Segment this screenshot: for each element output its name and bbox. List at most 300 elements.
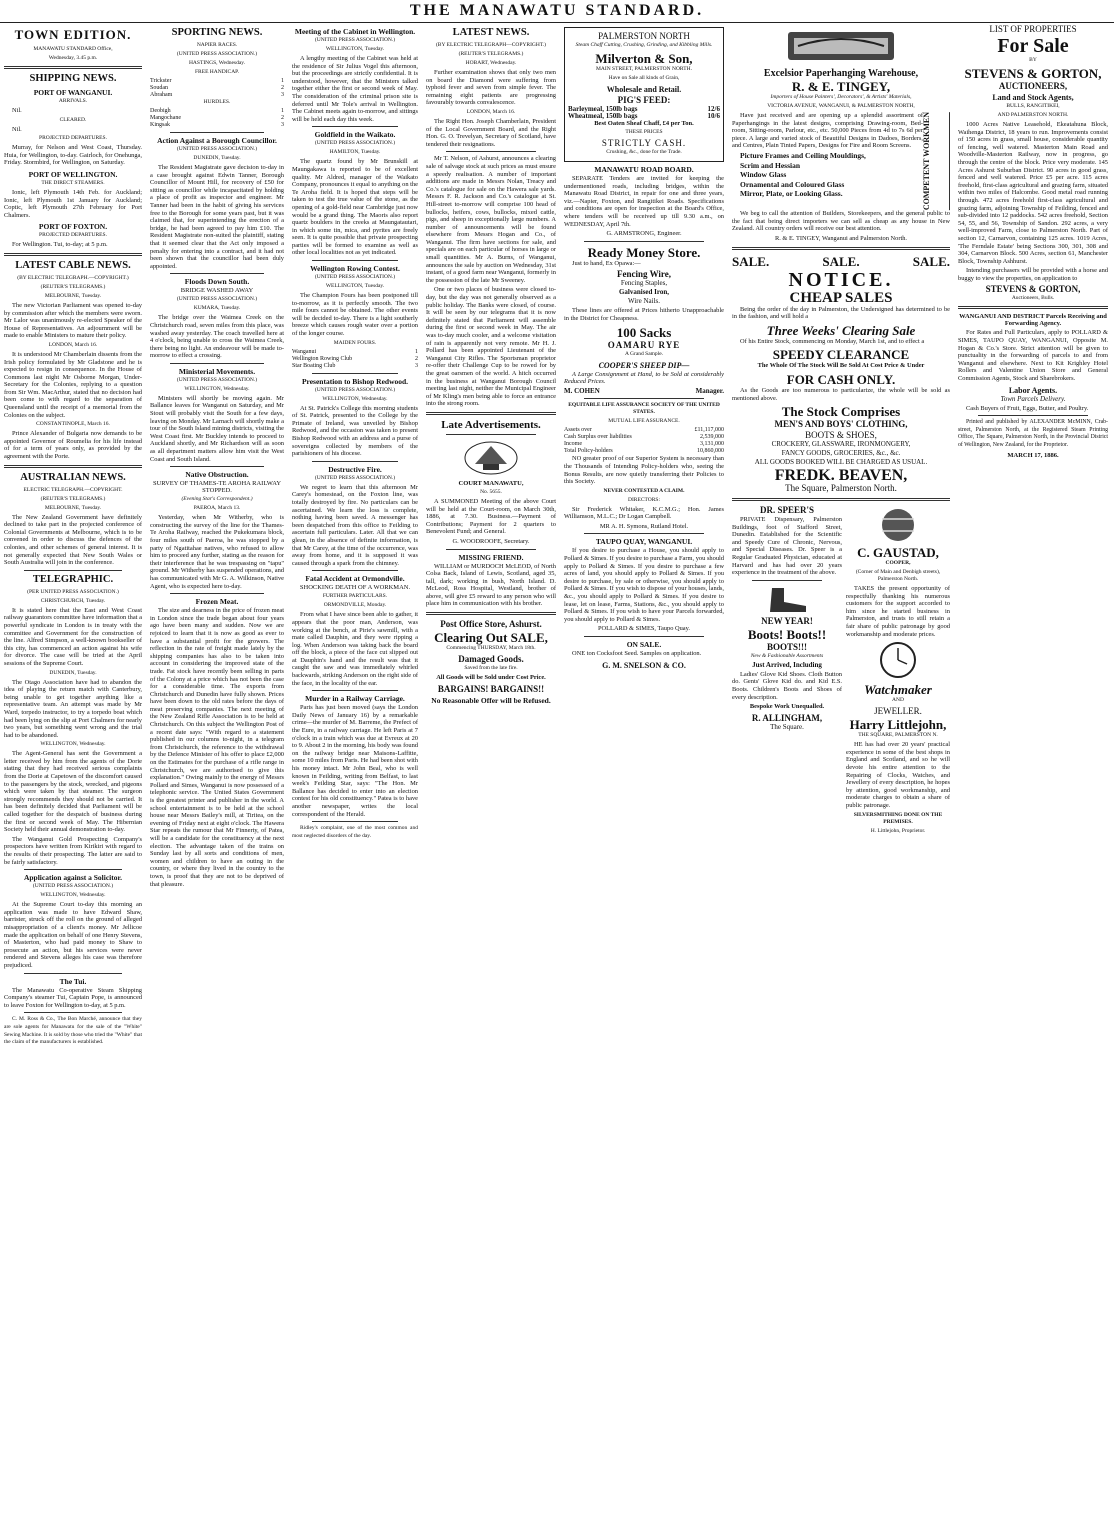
result-row <box>150 92 284 99</box>
paperhanging-banner-icon <box>786 26 896 66</box>
tingey-body <box>732 112 950 210</box>
kumara-dateline: KUMARA, Tuesday. <box>193 305 241 312</box>
port-wanganui-heading: PORT OF WANGANUI. <box>33 88 113 97</box>
tingey-signature: R. & E. TINGEY, Wanganui and Palmerston North. <box>774 234 908 242</box>
offered-text: These lines are offered at Prices hitherto Unapproachable in the District for Cheapness. <box>564 307 724 322</box>
feed-row <box>568 113 720 120</box>
napier-races-label: NAPIER RACES. <box>196 42 238 48</box>
latest-sub: (BY ELECTRIC TELEGRAPH—COPYRIGHT.) <box>435 42 547 48</box>
asset-row <box>564 434 724 441</box>
latest-reuters: (REUTER'S TELEGRAMS.) <box>458 51 524 57</box>
milverton-firm: Milverton & Son, <box>595 51 693 66</box>
gaustad-name: C. GAUSTAD, <box>857 545 939 561</box>
bargains-heading: BARGAINS! BARGAINS!! <box>437 683 545 694</box>
horse-place: 3 <box>281 92 284 98</box>
feed-price: 12/6 <box>707 105 720 113</box>
land-stock-agents: Land and Stock Agents, <box>992 93 1074 102</box>
ministerial-sub: (UNITED PRESS ASSOCIATION.) <box>176 376 258 383</box>
court-secretary: G. WOODROOFE, Secretary. <box>452 537 530 545</box>
palmerston-north-title: PALMERSTON NORTH <box>598 31 690 41</box>
fire-heading: Destructive Fire. <box>328 464 382 474</box>
never-contested: NEVER CONTESTED A CLAIM. <box>603 487 685 494</box>
fencing-staples: Fencing Staples, <box>620 279 668 288</box>
arrivals-nil: Nil. <box>12 107 22 114</box>
australian-news-heading: AUSTRALIAN NEWS. <box>20 471 126 483</box>
wholesale-retail: Wholesale and Retail. <box>606 85 682 94</box>
for-sale-heading: For Sale <box>997 35 1069 57</box>
road-board-text: SEPARATE Tenders are invited for keeping the undermentioned roads, including bridges, within the Manawatu Road District, in repair for one and three years, viz.—Napier, Foxton, and Rangitikei Roads. Specifications and conditions are open for inspection at the Board's Office, where tenders will be received up till 9.30 a.m., on WEDNESDAY, April 7th. <box>564 175 724 228</box>
ministerial-text: Ministers will shortly be moving again. Mr Ballance leaves for Wanganui on Saturday, and Mr Stout will probably visit the South for a few days, leaving on Monday. Mr Larnach will shortly make a tour of the South Island mining districts, visiting the West Coast first. Mr Buckley intends to proceed to Auckland shortly, and Mr Richardson will as soon as all department matters allow him visit the West Coast and South Island. <box>150 394 284 463</box>
allingham-name: R. ALLINGHAM, <box>751 712 823 723</box>
cabinet-heading: Meeting of the Cabinet in Wellington. <box>294 27 416 36</box>
result-row <box>292 363 418 370</box>
auctioneers-label: AUCTIONEERS, <box>998 81 1068 91</box>
wellington-text: The Agent-General has sent the Government a letter received by him from the agents of the Dorie stating that they had received serious complaints from the Dorie at Capetown of the discomfort caused to the passengers by the stock, wrecked, and pigeons which were taken by that steamer. The surgeon strongly recommends they should not be carried. It has been definitely decided that Parliament will be called together for the despatch of business during the first or second week of May. The Hibernian Society held their annual demonstration to-day. <box>4 750 142 834</box>
horse-place: 2 <box>281 85 284 91</box>
court-manawatu-label: COURT MANAWATU, <box>458 479 524 487</box>
murder-text: Paris has just been moved (says the London Daily News of January 16) by a remarkable crime—the murder of M. Barreme, the Prefect of the Eure, in a railway carriage. He left Paris at 7 o'clock in a train which was due at Evreux at 20 to 9. About 2 in the morning, his body was found on the railway bridge near Maisons-Laffitte, some 10 miles from Paris. He had been shot with his money intact. Mr John Beal, who is well known in Feilding, writing from Belfast, to last week's Feilding Star, says: "The Hon. Mr Ballance has decided to enter into an election contest for his old constituency." Patea is to have another newspaper, writes the local correspondent of the Herald. <box>292 704 418 818</box>
rowing-results <box>292 349 418 370</box>
edition-date: Wednesday, 3.45 p.m. <box>48 55 98 61</box>
window-glass: Window Glass <box>740 170 787 180</box>
equitable-heading: EQUITABLE LIFE ASSURANCE SOCIETY OF THE UNITED STATES. <box>568 402 720 416</box>
asset-row <box>564 448 724 455</box>
tingey-text: Have just received and are opening up a splendid assortment of Paperhangings in the latest designs, comprising Drawing-room, Bed-room, Sitting-room, Parlour, etc., etc. 50,000 Pieces from 4d to 7s 6d per piece. A large and varied stock of Beautiful Designs in Dadoes, Borders, and Centres, Plain Tinted Papers, Designs for Fire and Room Screens. <box>732 112 923 150</box>
cash-buyers: Cash Buyers of Fruit, Eggs, Butter, and Poultry. <box>966 404 1089 412</box>
hurdles-results <box>150 108 284 129</box>
stevens-gorton-2: STEVENS & GORTON, <box>985 284 1081 295</box>
beaven-square: The Square, Palmerston North. <box>785 483 897 494</box>
column-6 <box>732 24 950 1523</box>
asset-row <box>564 441 724 448</box>
fatal-accident-text: From what I have since been able to gather, it appears that the poor man, Anderson, was working at the bench, at Pirie's sawmill, with a mate called Dauphin, and they were ripping a log. When Anderson was taking back the board off the block, a piece of the face cut slipped out at Dauphin's hand and the result was that it caught the saw and was immediately whirled backwards, striking Anderson on the right side of the face, in the locality of the ear. <box>292 611 418 687</box>
missing-friend-text: WILLIAM or MURDOCH McLEOD, of North Colsa Back, Island of Lewis, Scotland, aged 35, tall, dark; working in bush, North Island. D. McLeod, Ross Hospital, Westland, brother of above, will give £5 reward to any person who will place him in communication with his brother. <box>426 562 556 608</box>
allingham-text: Ladies' Glove Kid Shoes. Cloth Button do. Gents' Glove Kid do. and Kid E.S. Boots. Children's Boots and Shoes of every description. <box>732 670 842 701</box>
result-row <box>150 115 284 122</box>
telegraphic-heading: TELEGRAPHIC. <box>32 573 114 585</box>
horse-name: Kingsak <box>150 122 170 128</box>
grand-sample: A Grand Sample. <box>624 350 664 357</box>
missing-friend-heading: MISSING FRIEND. <box>458 552 524 562</box>
floods-text: The bridge over the Waimea Creek on the Christchurch road, seven miles from this place, was washed away yesterday. The coach travelled here at 4 o'clock, being unable to cross the Waimea Creek, there being no light. An endeavour will be made to-morrow to effect a crossing. <box>150 314 284 360</box>
and-word: AND <box>892 697 904 704</box>
coopers-sheep-dip: COOPER'S SHEEP DIP— <box>598 360 690 370</box>
borough-sub: (UNITED PRESS ASSOCIATION.) <box>176 146 258 152</box>
goldfield-text: The quartz found by Mr Brunskill at Maungakawa is reported to be of excellent quality. Mr Aldred, manager of the Waikato Company, pronounces it equal to anything on the Te Aroha field. It is hoped that steps will be taken to test the true value of the stone, as the opening of a gold-field near Cambridge just now would be a grand thing. The Maoris also report quartz boulders in the creeks at Maungatautari, in which some tin, mica, and pyrites are freely seen. It is quite possible that private prospecting parties will be formed to examine as well as other local localities not as yet indicated. <box>292 158 418 257</box>
australian-text: The New Zealand Government have definitely declined to take part in the projected conference of Colonial Governments at Melbourne, which is to be convened in order to discuss the defences of the colonies, and other schemes of general interest. It is not generally expected that New South Wales or South Australia will join in the conference. <box>4 513 142 567</box>
murder-heading: Murder in a Railway Carriage. <box>305 694 405 704</box>
native-text: Yesterday, when Mr Witherby, who is constructing the survey of the line for the Thames-Te Aroha Railway, reached the Pukekumara block, four miles south of Paeroa, he was stopped by a party of Ngatitahae natives, who refused to allow him to proceed any further, stating as the reason for their interference that he was trespassing on "tapu" ground. Mr Witherby has suspended operations, and has communicated with Mr G. A. Wilkinson, Native Agent, who is expected here to-day. <box>150 514 284 590</box>
these-prices: THESE PRICES <box>625 129 663 135</box>
direct-steamers-label: THE DIRECT STEAMERS. <box>41 179 105 186</box>
reuters-label: (REUTER'S TELEGRAMS.) <box>40 283 106 290</box>
horse-name: Deobigh <box>150 108 171 114</box>
london-dateline: LONDON, March 16. <box>48 341 98 348</box>
cabinet-sub: (UNITED PRESS ASSOCIATION.) <box>314 37 396 43</box>
goldfield-dateline: HAMILTON, Tuesday. <box>329 149 381 156</box>
port-foxton-heading: PORT OF FOXTON. <box>38 222 108 232</box>
horse-name: Mangochane <box>150 115 181 121</box>
clock-icon <box>875 640 921 680</box>
road-board-engineer: G. ARMSTRONG, Engineer. <box>606 230 682 238</box>
telegraphic-sub: (PER UNITED PRESS ASSOCIATION.) <box>27 588 119 595</box>
road-board-heading: MANAWATU ROAD BOARD. <box>594 165 694 174</box>
column-4 <box>426 24 556 1523</box>
horse-place: 1 <box>281 108 284 114</box>
tui-text: The Manawatu Co-operative Steam Shipping Company's steamer Tui, Captain Pope, is announced to leave Foxton for Wellington to-day, at 5 p.m. <box>4 986 142 1009</box>
damaged-goods-heading: Damaged Goods. <box>458 654 524 665</box>
projected-label: PROJECTED DEPARTURES. <box>39 135 107 142</box>
jeweller-heading: JEWELLER. <box>874 706 922 717</box>
asset-name: Income <box>564 441 582 448</box>
and-palmerston: AND PALMERSTON NORTH. <box>997 112 1069 118</box>
crockery-line: CROCKERY, GLASSWARE, IRONMONGERY, <box>771 440 911 449</box>
sporting-news-heading: SPORTING NEWS. <box>171 27 263 38</box>
local-news-text: Mr T. Nelson, of Ashurst, announces a clearing sale of salvage stock at such prices as must ensure a speedy realisation. A number of important additions are made in Messrs Nolan, Treacy and Co.'s catalogue for sale on the Hawera sale yards. Messrs F. R. Jackson and Co.'s catalogue at St. Hill-street to-morrow will comprise 100 head of bullocks, heifers, cows, bullocks, mixed cattle, pigs, and sheep in exceptionally large numbers. A number of announcements will be found elsewhere from Messrs Hogan and Co., of Wanganui. The firm have sections for sale, and specials are on each particular of horses in large or small quantities. Mr A. Burns, of Wanganui, announces the sale by auction on Wednesday, 31st instant, of a good farm near Wanganui, formerly in the possession of the late Mr Sweeney. <box>426 155 556 284</box>
australian-dateline: MELBOURNE, Tuesday. <box>44 504 102 511</box>
allingham-square: The Square. <box>770 722 804 731</box>
grain-line: Have on Sale all kinds of Grain, <box>608 75 680 81</box>
horse-name: Abraham <box>150 92 173 98</box>
strictly-cash: STRICTLY CASH. <box>601 138 687 148</box>
notice-heading: NOTICE. <box>788 268 894 291</box>
by-word: BY <box>1029 57 1037 63</box>
asset-value: 2,539,000 <box>700 434 724 441</box>
feed-price: 10/6 <box>707 112 720 120</box>
solicitor-dateline: WELLINGTON, Wednesday. <box>40 892 106 899</box>
town-parcels-delivery: Town Parcels Delivery. <box>1000 394 1066 403</box>
pigs-feed-table <box>568 106 720 120</box>
borough-heading: Action Against a Borough Councillor. <box>157 136 277 145</box>
sale-word-1: SALE. <box>732 253 770 269</box>
australian-sub: ELECTRIC TELEGRAPH.—COPYRIGHT. <box>23 486 123 493</box>
mirror-glass: Mirror, Plate, or Looking Glass. <box>740 189 843 199</box>
latest-news-heading: LATEST NEWS. <box>452 27 530 38</box>
cabinet-text: A lengthy meeting of the Cabinet was held at the residence of Sir Julius Vogel this afternoon, but the proceedings are strictly confidential. It is understood, however, that the Ministers talked together either the first or second week of May. The consideration of the criminal prison site is deferred until Mr Tole's arrival in Wellington. The Cabinet meets again to-morrow, and sittings will be held each day this week. <box>292 55 418 123</box>
tingey-importers: Importers of House Painters', Decorators', & Artists' Materials, <box>770 94 912 100</box>
floods-heading: Floods Down South. <box>184 277 250 287</box>
tingey-footer-text: We beg to call the attention of Builders, Storekeepers, and the general public to the fact that being direct importers we can sell as cheap as any house in New Zealand. All country orders will receive our best attention. <box>732 210 950 233</box>
tingey-body-left <box>732 112 923 210</box>
all-goods-cost: All Goods will be Sold under Cost Price. <box>436 674 546 682</box>
ready-money-store: Ready Money Store. <box>587 244 701 260</box>
town-edition-heading: TOWN EDITION. <box>14 27 132 42</box>
no-offer-refused: No Reasonable Offer will be Refused. <box>431 695 551 705</box>
crew-name: Wanganui <box>292 348 317 355</box>
christchurch-dateline: CHRISTCHURCH, Tuesday. <box>40 597 106 604</box>
horse-name: Soudan <box>150 85 168 91</box>
three-weeks-heading: Three Weeks' Clearing Sale <box>766 322 916 338</box>
latest-text: Further examination shows that only two men on board the Diamond were suffering from typhoid fever and seven from simple fever. The remaining eight patients are progressing favourably towards convalescence. <box>426 69 556 107</box>
solicitor-text: At the Supreme Court to-day this morning an application was made to have Edward Shaw, barrister, struck off the roll on the ground of alleged misappropriation of a client's money. Mr Jellicoe made the application on behalf of one Henry Stevens, of Masterton, who had paid money to Shaw to prosecute an action, but his services were never rendered and Stevens alleges his case was therefore prejudiced. <box>4 901 142 969</box>
watchmaker-heading: Watchmaker <box>864 682 932 698</box>
boot-icon <box>762 584 812 614</box>
just-to-hand: Just to hand, Ex Opawa:— <box>572 259 641 267</box>
melbourne-dateline: MELBOURNE, Tuesday. <box>44 292 102 299</box>
free-handicap-label: FREE HANDICAP. <box>194 69 239 75</box>
fancy-goods-line: FANCY GOODS, GROCERIES, &c., &c. <box>781 449 901 458</box>
parcels-text: For Rates and Full Particulars, apply to POLLARD & SIMES, TAUPO QUAY, WANGANUI, Opposite M. Hogan & Co.'s Store. Strict attention will be given to punctuality in the forwarding of parcels to and from Wanganui and elsewhere. Next to Kit Krighley Hotel Rollers and Valentine Union Store and General Commission Agents, Stock and Sharebrokers. <box>958 329 1108 383</box>
commencing-date: Commencing THURSDAY, March 18th. <box>446 645 536 652</box>
bridge-washed-label: BRIDGE WASHED AWAY <box>180 287 254 295</box>
beaven-intro: Being the order of the day in Palmerston, the Undersigned has determined to be in the fashion, and will hold a <box>732 305 950 321</box>
scrim-hessian: Scrim and Hessian <box>740 160 801 170</box>
assets-table <box>564 427 724 455</box>
stevens-gorton: STEVENS & GORTON, <box>964 66 1102 81</box>
dr-speer-text: PRIVATE Dispensary, Palmerston Buildings, foot of Stafford Street, Dunedin. Established for the Scientific and Speedy Cure of Chronic, Nervous, and Special Diseases. Dr. Speer is a Regular Graduated Physician, educated at Harvard and has had over 20 years experience in the treatment of the above. <box>732 516 842 577</box>
lower-ads-right <box>846 505 950 837</box>
further-particulars-label: FURTHER PARTICULARS. <box>322 593 388 600</box>
ministerial-heading: Ministerial Movements. <box>178 366 256 376</box>
asset-name: Assets over <box>564 427 592 434</box>
presentation-dateline: WELLINGTON, Wednesday. <box>322 395 388 402</box>
oaten-chaff: Best Oaten Sheaf Chaff, £4 per Ton. <box>594 120 694 127</box>
late-advertisements-heading: Late Advertisements. <box>441 418 541 431</box>
mens-clothing: MEN'S AND BOYS' CLOTHING, <box>774 419 908 430</box>
fashionable-line: New & Fashionable Assortments <box>750 652 824 659</box>
mills-subtitle: Steam Chaff Cutting, Crushing, Grinding, and Kibbling Mills. <box>575 42 713 48</box>
cohen-manager: Manager. <box>695 386 724 395</box>
on-sale-heading: ON SALE. <box>626 640 662 649</box>
sale-word-3: SALE. <box>912 253 950 269</box>
post-office-store-heading: Post Office Store, Ashurst. <box>440 619 542 630</box>
result-row <box>150 108 284 115</box>
clearing-out-sale-heading: Clearing Out SALE, <box>434 630 548 646</box>
sporting-upa: (UNITED PRESS ASSOCIATION.) <box>176 51 258 57</box>
court-emblem-icon <box>461 438 521 478</box>
office-line: MANAWATU STANDARD Office, <box>33 46 113 52</box>
sale-banner <box>732 254 950 269</box>
boots-shoes: BOOTS & SHOES, <box>805 430 877 441</box>
whole-stock-line: The Whole Of The Stock Will Be Sold At Cost Price & Under <box>757 362 925 370</box>
frozen-meat-heading: Frozen Meat. <box>195 597 239 607</box>
numerous-text: As the Goods are too numerous to particularize, the whole will be sold as mentioned above. <box>732 386 950 402</box>
harry-littlejohn: Harry Littlejohn, <box>849 717 947 733</box>
constantinople-dateline: CONSTANTINOPLE, March 16. <box>36 421 110 428</box>
column-5 <box>564 24 724 1523</box>
asset-value: 10,860,000 <box>697 448 724 455</box>
barrel-icon <box>873 507 923 543</box>
for-cash-only: FOR CASH ONLY. <box>786 371 896 387</box>
latest-london-dateline: LONDON, March 16. <box>466 108 516 115</box>
excelsior-heading: Excelsior Paperhanging Warehouse, <box>763 68 919 79</box>
rowing-heading: Wellington Rowing Contest. <box>310 264 400 274</box>
fire-text: We regret to learn that this afternoon Mr Carey's homestead, on the Foxton line, was totally destroyed by fire. No particulars can be ascertained. We learn the loss is complete, nothing having been saved. A messenger has been despatched from this office to Feilding to ascertain full particulars. Later. All that we can glean, in the absence of definite information, is that Mr Carey, at the time of the occurrence, was away from home, and it is supposed it was caused through a spark from the chimney. <box>292 483 418 567</box>
on-sale-text: ONE ton Cocksfoot Seed. Samples on application. <box>572 650 702 657</box>
cable-sub: (BY ELECTRIC TELEGRAPH.—COPYRIGHT.) <box>17 274 129 281</box>
cabinet-dateline: WELLINGTON, Tuesday. <box>325 46 385 52</box>
cleared-label: CLEARED. <box>59 116 87 123</box>
fatal-accident-heading: Fatal Accident at Ormondville. <box>305 574 405 584</box>
cleared-nil: Nil. <box>12 125 22 133</box>
fire-sub: (UNITED PRESS ASSOCIATION.) <box>314 474 396 481</box>
asset-name: Cash Surplus over liabilities <box>564 434 632 441</box>
competent-workmen-side: COMPETENT WORKMEN <box>923 112 950 210</box>
hastings-dateline: HASTINGS, Wednesday. <box>188 60 246 66</box>
presentation-heading: Presentation to Bishop Redwood. <box>301 376 409 386</box>
cheap-sales-heading: CHEAP SALES <box>789 289 893 306</box>
cable-text: The new Victorian Parliament was opened to-day by commission after which the members were sworn. Mr Lalor was unanimously re-elected Speaker of the House of Representatives. An adjournment will be made to enable Ministers to mature their policy. <box>4 301 142 340</box>
asset-row <box>564 427 724 434</box>
latest-london-text: The Right Hon. Joseph Chamberlain, President of the Local Government Board, and the Right Hon. G. O. Trevelyan, Secretary of Scotland, have tendered their resignations. <box>426 117 556 148</box>
tingey-address: VICTORIA AVENUE, WANGANUI, & PALMERSTON NORTH, <box>767 103 915 109</box>
picture-frames: Picture Frames and Ceiling Mouldings, <box>740 150 866 160</box>
horse-place: 2 <box>281 115 284 121</box>
taupo-quay-text: If you desire to purchase a House, you should apply to Pollard & Simes. If you desire to purchase a Farm, you should apply to Pollard & Simes. If you desire to purchase a few acres of land, you should apply to Pollard & Simes. If you desire to purchase, by sale or otherwise, you should apply to Pollard & Simes. If you wish to dispose of your houses, lands, &c., you should apply to Pollard & Simes. If you desire to lease, let on lease, Farms, Stations, &c., you should apply to Pollard & Simes. If you wish to have your Parcels forwarded, you should apply to Pollard & Simes. <box>564 547 724 623</box>
pigs-feed-heading: PIG'S FEED: <box>617 95 671 105</box>
rowing-text: The Champion Fours has been postponed till to-morrow, as it is perfectly smooth. The two mile fours cannot be obtained. The other events will be decided to-day. There is a light southerly breeze which causes rough water over a portion of the longer course. <box>292 292 418 338</box>
dunedin-text: The Otago Association have had to abandon the idea of playing the return match with Canterbury, being unable to get together anything like a representative team. An attempt was made by Mr Ward, torpedo instructor, to try a torpedo boat which had been lying on the slip at Port Chalmers for nearly two years, but something went wrong and the trial had to be abandoned. <box>4 678 142 739</box>
shocking-death-label: SHOCKING DEATH OF A WORKMAN. <box>299 584 411 592</box>
list-of-properties: LIST OF PROPERTIES <box>989 24 1077 34</box>
bulls-rangitikei: BULLS, RANGITIKEI, <box>1006 103 1060 109</box>
horse-name: Trickster <box>150 78 172 84</box>
borough-text: The Resident Magistrate gave decision to-day in a case brought against Edwin Tanner, Borough Councillor of Mount Hill, for recovery of £50 for sitting as councillor while incapacitated by holding a place of profit as inspector and engineer. Mr Tanner had been in the habit of giving his services free to the Borough for some years past, but it was claimed that, for superintending the erection of a bridge, he had been agreed to pay him £10. The Resident Magistrate non-suited the plaintiff, stating that it seemed clear that the Act only imposed a penalty for entering into a contract, and it had not been shown that the councillor had been duly appointed. <box>150 164 284 270</box>
maiden-fours-label: MAIDEN FOURS. <box>333 339 377 346</box>
sale-word-2: SALE. <box>822 253 860 269</box>
crew-place: 3 <box>415 362 418 369</box>
crew-name: Wellington Rowing Club <box>292 355 353 362</box>
result-row <box>292 349 418 356</box>
later-news-text: One or two places of business were closed to-day, but the day was not generally observed as a public holiday. The Banks were closed, of course. It will be seen by our telegrams that it is now definitely stated that Parliament will assemble during the first or second week in May. The air was to-day much cooler, and a welcome visitation of rain is apparently not very remote. Mr H. J. Pollard has been appointed Lieutenant of the Wanganui City Rifles. The Sportsman proprietor re-offer their Challenge Cup to be rowed for by the great oarsmen of the world. A hitch occurred in the business at Wanganui Borough Council meeting last night, neither the Municipal Engineer of Mr Kling's men being able to force an entrance into the strong room. <box>426 286 556 408</box>
bespoke-line: Bespoke Work Unequalled. <box>749 703 825 711</box>
departures-text: Murray, for Nelson and West Coast, Thursday. Huia, for Wellington, to-day. Gairloch, for Onehunga, Friday. Stormbird, for Wellington, on Saturday. <box>4 144 142 167</box>
asset-name: Total Policy-holders <box>564 448 613 455</box>
saved-from-fire: Saved from the late fire. <box>464 665 518 672</box>
directors-label: DIRECTORS: <box>628 496 660 503</box>
crew-name: Star Boating Club <box>292 362 336 369</box>
parcels-agency-heading: WANGANUI AND DISTRICT Parcels Receiving and Forwarding Agency. <box>959 313 1107 328</box>
crushing-line: Crushing, &c., done for the Trade. <box>606 149 682 155</box>
littlejohn-proprietor: H. Littlejohn, Proprietor. <box>870 827 926 834</box>
gaustad-address: (Corner of Main and Denbigh streets), Palmerston North. <box>855 569 941 583</box>
horse-place: 1 <box>281 78 284 84</box>
goldfield-sub: (UNITED PRESS ASSOCIATION.) <box>314 140 396 147</box>
snelson-firm: G. M. SNELSON & CO. <box>602 660 686 670</box>
tingey-firm: R. & E. TINGEY, <box>791 79 891 94</box>
frozen-meat-text: The size and dearness in the price of frozen meat in London since the trade began about four years ago have been many and sudden. Now we are rejoiced to learn that it is now as good as ever to have a substantial profit for the growers. The reflection in the rate of freight made lately by the shipping companies has also to be taken into account in considering the improved state of the trade. Fat stock have recently been selling in parts of the Colony at a price which has not been the case for a considerable time. The exports from Christchurch and Dunedin have fully shown. Prices have been down to the old rates before the days of meat preserving companies. The next meeting of the New Zealand Rifle Association is to be held at Christchurch. On this subject the Wellington Post of a recent date says: "With regard to a statement published in our columns to-night, in a telegram from Christchurch, the reference to the withdrawal by the Defence Minister of his offer to place £2,000 on the Estimates for the purchase of a rifle range in Christchurch, we are authorised to give this explanation." Owing mainly to the energy of Messrs Pollard and Simes, Wanganui is now possessed of a telephonic service. The United States Government is the greatest printer and publisher in the world. A school entertainment is to be held at the school house near Messrs Bailey's mill, at Tiritea, on the evening of Friday next at eight o'clock. The Hawera Star repeats the rumour that Mr Finnerty, of Patea, will be a candidate for the constituency at the next election. The advantage taken of the trains on Sunday last by all sorts and conditions of men, women and children to have an outing in the country, or where they lived in the country to the town, is proof that they are not to be deprived of that pleasure. <box>150 607 284 888</box>
presentation-sub: (UNITED PRESS ASSOCIATION.) <box>314 386 396 393</box>
shipping-news-heading: SHIPPING NEWS. <box>29 73 117 84</box>
boots-boots-heading: Boots! Boots!! <box>747 626 827 642</box>
just-arrived-line: Just Arrived, Including <box>752 660 822 669</box>
ministerial-dateline: WELLINGTON, Wednesday. <box>184 385 250 392</box>
newspaper-masthead: THE MANAWATU STANDARD. <box>0 0 1114 23</box>
cohen-signature <box>564 388 724 396</box>
native-heading: Native Obstruction. <box>185 470 249 480</box>
littlejohn-address: THE SQUARE, PALMERSTON N. <box>858 732 938 739</box>
foxton-departures-label: PROJECTED DEPARTURES. <box>39 232 107 239</box>
milverton-street: MAIN STREET, PALMERSTON NORTH. <box>596 66 692 72</box>
crew-place: 2 <box>415 355 418 362</box>
feed-name: Barleymeal, 150lb bags <box>568 105 638 113</box>
horse-place: 3 <box>281 122 284 128</box>
native-sub: (Evening Star's Correspondent.) <box>181 496 253 503</box>
stock-comprises: The Stock Comprises <box>781 404 901 420</box>
ormondville-dateline: ORMONDVILLE, Monday. <box>323 602 387 609</box>
speedy-clearance-heading: SPEEDY CLEARANCE <box>772 347 910 363</box>
coopers-text: A Large Consignment at Hand, to be Sold at considerably Reduced Prices. <box>564 370 724 386</box>
footer-note: C. M. Ross & Co., The Bon Marché, announce that they are sole agents for Manawatu for the sale of the "White" Sewing Machine. It is sold by those who tried the "White" that the claim of the manufacturers is established. <box>4 1016 142 1046</box>
hobart-dateline: HOBART, Wednesday. <box>465 60 517 66</box>
solicitor-heading: Application against a Solicitor. <box>23 873 123 883</box>
column-3-footer: Ridley's complaint, one of the most common and most neglected disorders of the day. <box>292 825 418 839</box>
milverton-ad <box>564 27 724 162</box>
lower-ads <box>732 505 950 837</box>
hurdles-label: HURDLES. <box>203 99 231 105</box>
pollard-simes-sign: POLLARD & SIMES, Taupo Quay. <box>597 625 691 633</box>
imprint-date: MARCH 17, 1886. <box>1007 451 1059 459</box>
rowing-dateline: WELLINGTON, Tuesday. <box>325 283 385 290</box>
borough-dateline: DUNEDIN, Tuesday. <box>193 155 241 161</box>
auctioneers-bulls: Auctioneers, Bulls. <box>1011 295 1055 302</box>
littlejohn-text: HE has had over 20 years' practical experience in some of the best shops in England and Scotland, and so he will devote his entire attention to the Repairing of Clocks, Watches, and Jewellery of every description, he hopes by attention, good workmanship, and moderate charges to obtain a share of public patronage. <box>846 741 950 809</box>
feed-name: Wheatmeal, 150lb bags <box>568 112 638 120</box>
intending-purchasers: Intending purchasers will be provided with a horse and buggy to view the properties, on application to <box>958 267 1108 282</box>
result-row <box>150 122 284 129</box>
galvanised-iron: Galvanised Iron, <box>618 288 670 297</box>
asset-value: 3,131,000 <box>700 441 724 448</box>
property-list-text: 1000 Acres Native Leasehold, Ekeatahuna Block, Waihenga District, 18 years to run. Improvements consist of 150 acres in grass, small house, considerable quantity of fencing, well watered. Masterton Main Road and Woodville-Masterton Railway, now in progress, go through the centre of the block. Price very moderate. 145 Acres Ashurst Suburban District. 90 acres in good grass, fenced and well watered. Price £5 per acre. 115 acres freehold, first-class agricultural and grazing farm, situated within two miles of Halcombe. Good metal road running through. 472 acres freehold first-class agricultural and grazing farm, adjoining Township of Feilding, fenced and sub-divided into 12 paddocks. 542 acres freehold, Section 54, 55, and 56, Township of Sandon. 292 acres, a very well-improved Farm, close to Palmerston North. Part of section 12, Carnarvon, containing 125 acres. 1019 Acres, 'The Ferndale Estate' being Sections 300, 301, 308 and 304, Carnarvon Block. 500 Acres, section 61, Manchester Block, Township Ashhurst. <box>958 121 1108 265</box>
column-1 <box>4 24 142 1523</box>
new-year-heading: NEW YEAR! <box>761 615 813 626</box>
tui-heading: The Tui. <box>59 976 87 986</box>
wellington-text-2: The Wanganui Gold Prospecting Company's prospectors have written from Kirikiri with regard to the results of their prospecting. The latter are said to be fairly satisfactory. <box>4 835 142 866</box>
survey-label: SURVEY OF THAMES-TE AROHA RAILWAY STOPPED. <box>152 480 282 495</box>
solicitor-sub: (UNITED PRESS ASSOCIATION.) <box>32 883 114 890</box>
result-row <box>150 85 284 92</box>
directors-text: Sir Frederick Whitaker, K.C.M.G.; Hon. James Williamson, M.L.C.; Dr Logan Campbell. <box>564 505 724 521</box>
lower-ads-left <box>732 505 842 837</box>
all-goods-booked: ALL GOODS BOOKED WILL BE CHARGED AS USUAL. <box>754 458 928 467</box>
boots-triple: BOOTS!!! <box>766 641 807 652</box>
london-text: It is understood Mr Chamberlain dissents from the Irish policy formulated by Mr Gladstone and he is expected to resign in consequence. In the House of Commons last night Mr Osborne Morgan, Under-Secretary for the Colonies, replying to a question from Sir Wm. MacArthur, stated that no decision had been come to with regard to the separation of Queensland until the receipt of a memorial from the Colonies on the subject. <box>4 350 142 419</box>
australian-reuters: (REUTER'S TELEGRAMS.) <box>40 495 106 502</box>
result-row <box>150 78 284 85</box>
court-notice-text: A SUMMONED Meeting of the above Court will be held at the Court-room, on March 30th, 1886, at 7.30. Business.—Payment of Contributions; Payment for 2 quarters to Benevolent Fund; and General. <box>426 497 556 536</box>
fredk-beaven: FREDK. BEAVEN, <box>774 467 908 485</box>
paeroa-dateline: PAEROA, March 13. <box>193 505 241 512</box>
latest-cable-news-heading: LATEST CABLE NEWS. <box>15 259 131 271</box>
result-row <box>292 356 418 363</box>
taupo-quay-heading: TAUPO QUAY, WANGANUI. <box>595 537 693 547</box>
dunedin-dateline: DUNEDIN, Tuesday. <box>49 669 97 676</box>
silversmithing: SILVERSMITHING DONE ON THE PREMISES. <box>853 811 943 825</box>
floods-sub: (UNITED PRESS ASSOCIATION.) <box>176 296 258 303</box>
arrivals-label: ARRIVALS. <box>58 98 88 104</box>
direct-steamers-text: Ionic, left Plymouth 14th Feb. for Auckland; Ionic, left Plymouth 1st January for Auckland; Coptic, left Plymouth 27th February for Port Chalmers. <box>4 188 142 219</box>
constantinople-text: Prince Alexander of Bulgaria now demands to be appointed Governor of Roumelia for his life instead of for a term of years only, as provided by the agreement with the Porte. <box>4 430 142 461</box>
newspaper-page <box>0 24 1114 1523</box>
entire-stock-text: Of his Entire Stock, commencing on Monday, March 1st, and to effect a <box>740 337 925 345</box>
equitable-text: NO greater proof of our Superior System is necessary than the Thousands of Intending Policy-holders who, seeing the Bonus Results, are now quietly transferring their Policies to this Society. <box>564 455 724 486</box>
fencing-wire: Fencing Wire, <box>617 269 671 280</box>
crew-place: 1 <box>415 348 418 355</box>
port-wellington-heading: PORT OF WELLINGTON. <box>28 169 118 179</box>
court-number: No. 5655. <box>480 488 502 495</box>
column-7 <box>958 24 1108 1523</box>
asset-value: £11,117,000 <box>694 427 724 434</box>
printers-imprint: Printed and published by ALEXANDER McMINN, Crab-street, Palmerston North, at the Registered Steam Printing Office, The Square, Palmerston North, in the Provincial District of Wellington, New Zealand, for the Proprietor. <box>958 419 1108 448</box>
oamaru-rye: OAMARU RYE <box>607 339 681 350</box>
handicap-results <box>150 78 284 99</box>
wellington-dateline: WELLINGTON, Wednesday. <box>40 741 106 748</box>
labor-agents: Labor Agents. <box>1008 385 1058 395</box>
sacks-heading: 100 Sacks <box>616 324 672 340</box>
ornamental-glass: Ornamental and Coloured Glass <box>740 179 845 189</box>
cohen-name: M. COHEN <box>564 386 600 395</box>
column-3 <box>292 24 418 1523</box>
